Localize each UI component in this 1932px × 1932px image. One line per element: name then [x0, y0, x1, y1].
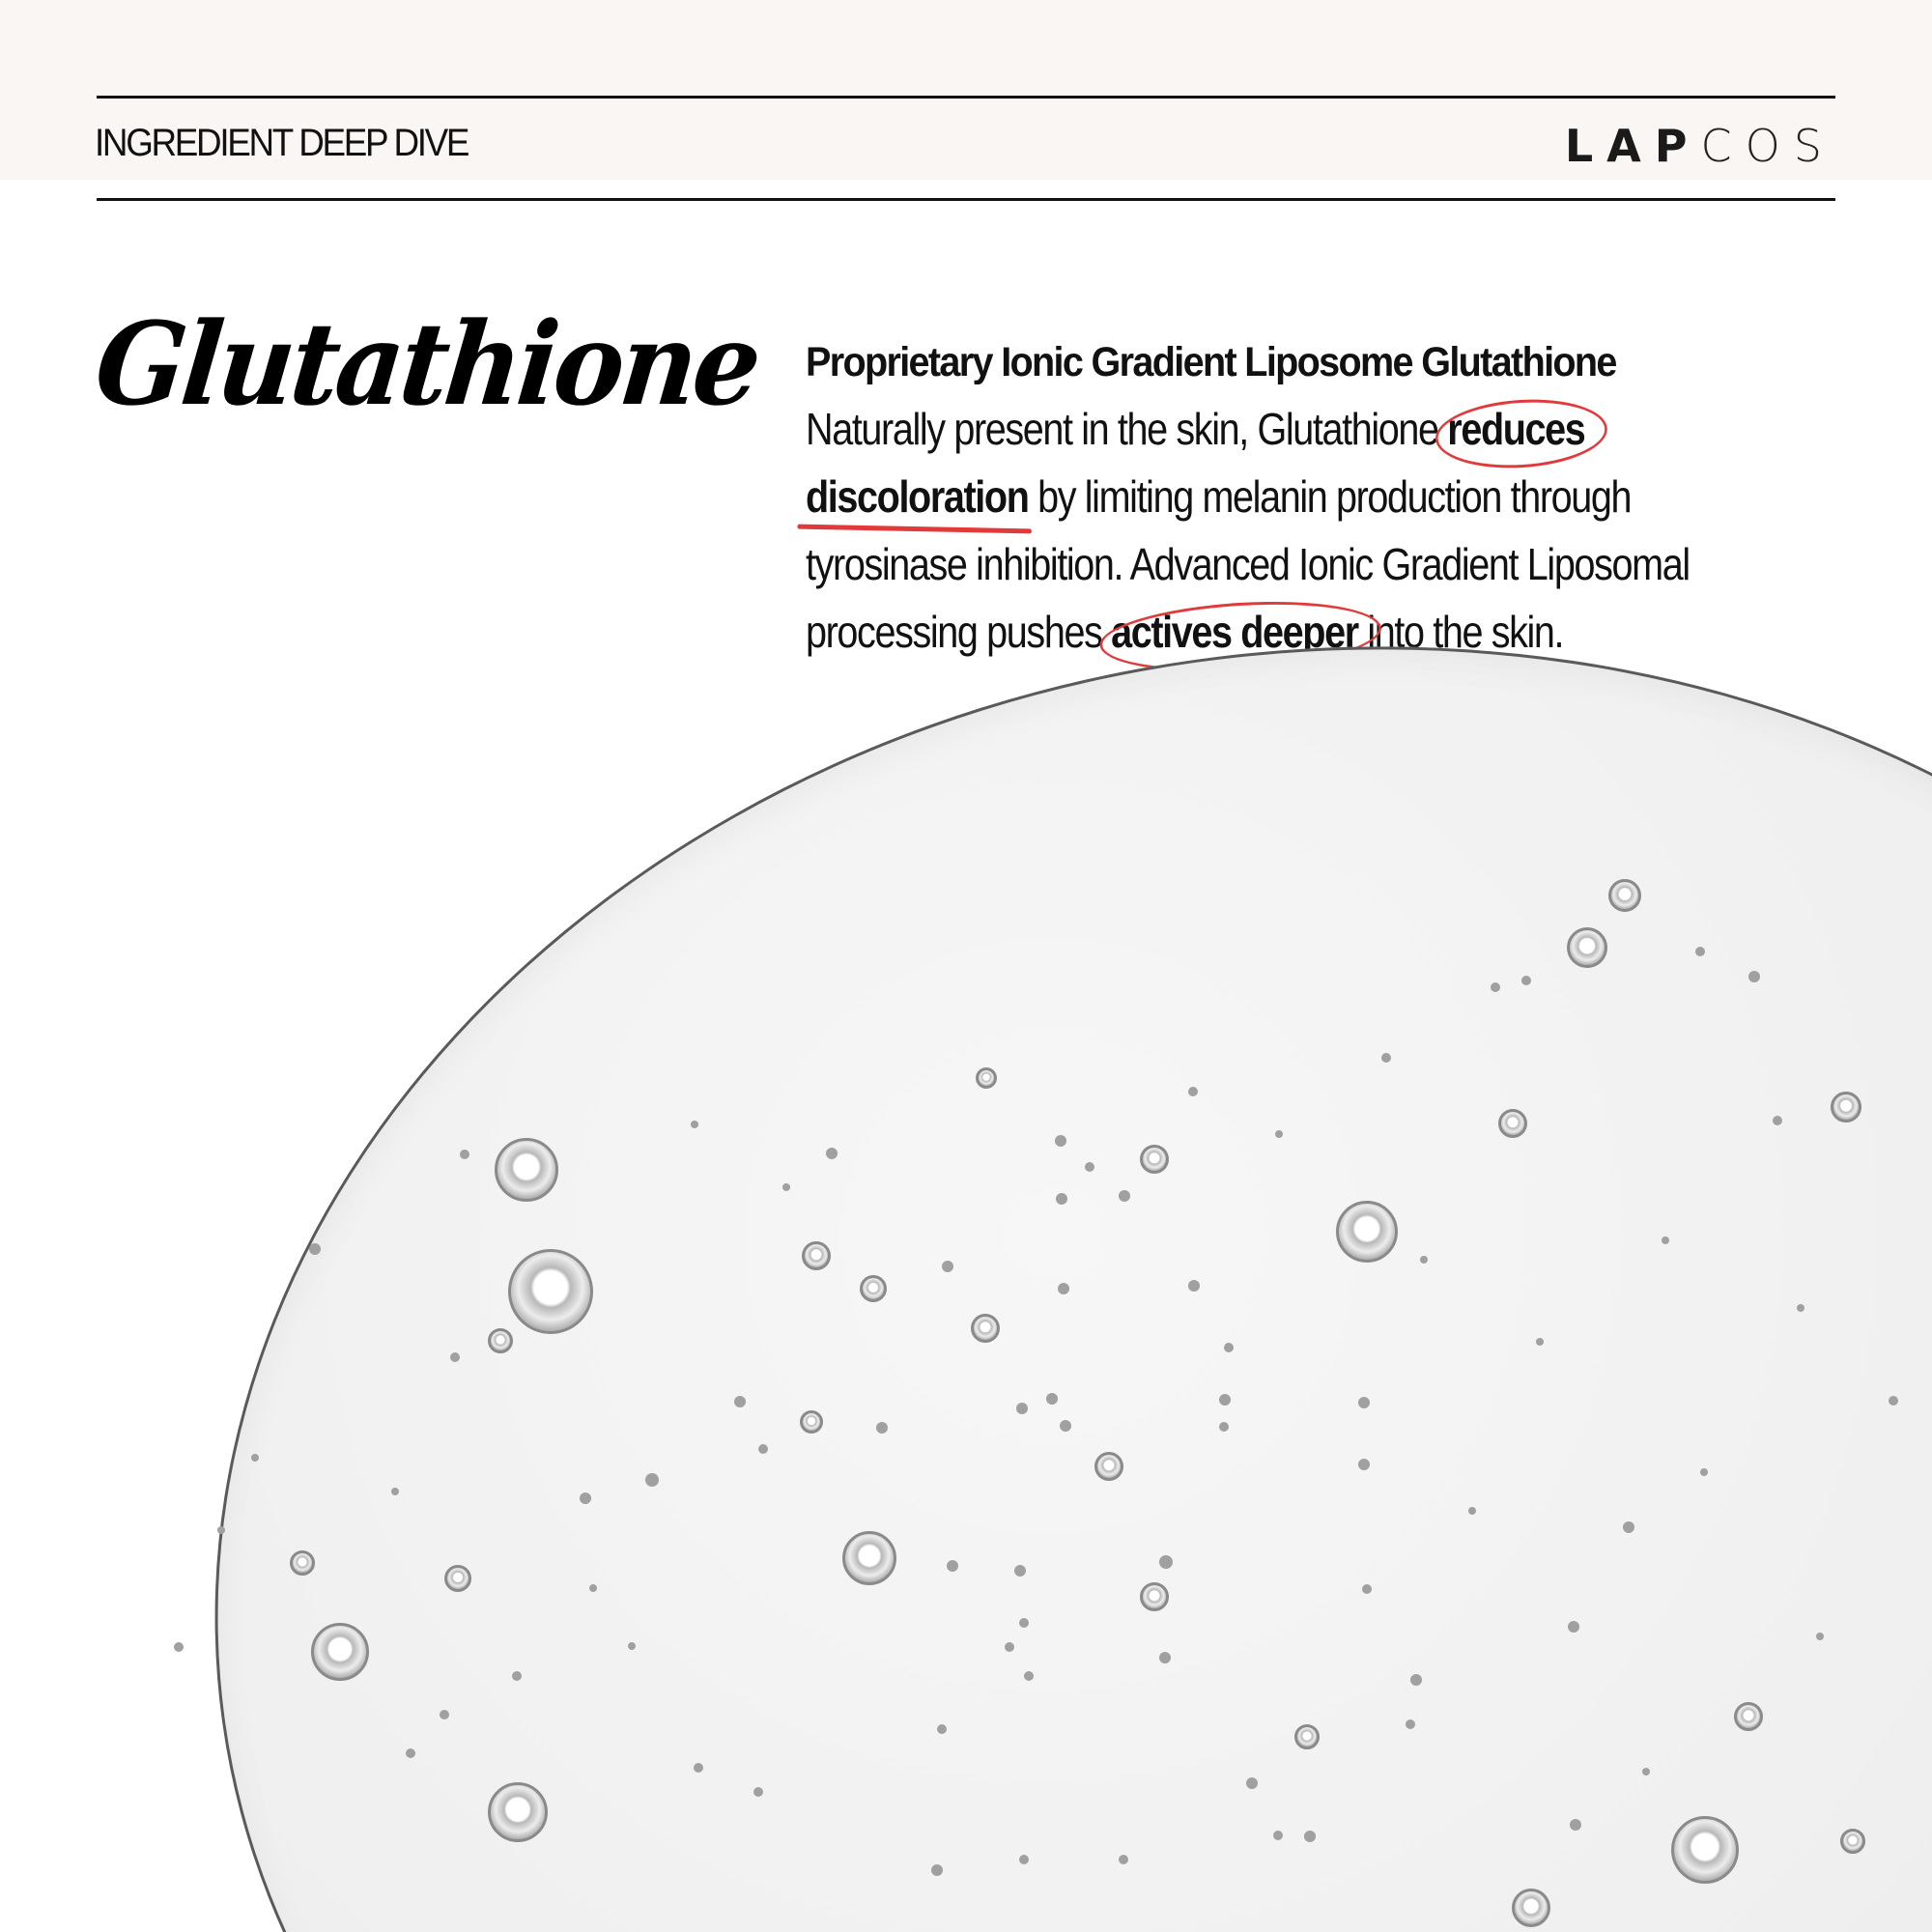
micro-bubble — [1358, 1459, 1370, 1470]
micro-bubble — [1246, 1777, 1258, 1789]
bubble — [1140, 1582, 1169, 1611]
micro-bubble — [1055, 1135, 1066, 1147]
micro-bubble — [1889, 1396, 1898, 1406]
micro-bubble — [1623, 1521, 1634, 1533]
micro-bubble — [1468, 1507, 1476, 1515]
bubble — [508, 1249, 593, 1334]
micro-bubble — [753, 1787, 763, 1797]
bubble — [488, 1782, 548, 1842]
circled-highlight-reduces: reduces — [1447, 404, 1585, 454]
micro-bubble — [1700, 1468, 1708, 1476]
micro-bubble — [589, 1584, 597, 1592]
micro-bubble — [580, 1492, 591, 1504]
micro-bubble — [1159, 1555, 1173, 1569]
bubble — [971, 1314, 1000, 1343]
bubble — [1567, 927, 1607, 968]
description-heading: Proprietary Ionic Gradient Liposome Glutathione — [806, 339, 1616, 385]
section-eyebrow: INGREDIENT DEEP DIVE — [95, 122, 469, 164]
micro-bubble — [1060, 1420, 1071, 1432]
micro-bubble — [1642, 1768, 1650, 1776]
bubble — [1840, 1829, 1865, 1854]
micro-bubble — [1491, 982, 1500, 992]
micro-bubble — [1536, 1338, 1544, 1346]
bubble — [860, 1275, 887, 1302]
micro-bubble — [1219, 1394, 1231, 1406]
micro-bubble — [391, 1488, 399, 1495]
micro-bubble — [1662, 1236, 1669, 1244]
micro-bubble — [1773, 1116, 1782, 1125]
bubble — [1498, 1109, 1527, 1138]
micro-bubble — [1016, 1403, 1028, 1414]
micro-bubble — [1019, 1618, 1029, 1628]
bubble — [488, 1328, 513, 1353]
bubble — [495, 1138, 558, 1202]
micro-bubble — [174, 1642, 184, 1652]
bubble — [444, 1565, 471, 1592]
micro-bubble — [1119, 1190, 1130, 1202]
micro-bubble — [1188, 1280, 1200, 1292]
micro-bubble — [1119, 1855, 1128, 1864]
bubble — [802, 1241, 831, 1270]
micro-bubble — [1019, 1855, 1029, 1864]
bubble — [1608, 879, 1641, 912]
micro-bubble — [1056, 1193, 1067, 1205]
circled-highlight-actives-deeper: actives deeper — [1111, 607, 1358, 657]
micro-bubble — [1695, 947, 1705, 956]
micro-bubble — [1014, 1565, 1026, 1577]
micro-bubble — [1219, 1422, 1229, 1432]
bubble — [311, 1623, 369, 1681]
bubble — [1294, 1724, 1320, 1749]
body-text: tyrosinase inhibition. Advanced Ionic Gradient Liposomal — [806, 539, 1690, 589]
micro-bubble — [512, 1671, 522, 1681]
body-text: into the skin. — [1357, 607, 1564, 657]
brand-logo-bold: LAP — [1564, 120, 1701, 172]
micro-bubble — [1816, 1633, 1824, 1640]
micro-bubble — [1797, 1304, 1804, 1312]
bubble — [1094, 1452, 1123, 1481]
bubble — [1512, 1889, 1550, 1927]
body-text: Naturally present in the skin, Glutathione — [806, 404, 1448, 454]
micro-bubble — [937, 1724, 947, 1734]
brand-logo-light: COS — [1700, 120, 1835, 172]
micro-bubble — [1570, 1819, 1581, 1831]
micro-bubble — [628, 1642, 636, 1650]
micro-bubble — [1568, 1621, 1579, 1633]
micro-bubble — [1224, 1343, 1234, 1352]
bubble — [1831, 1092, 1861, 1122]
micro-bubble — [1362, 1584, 1372, 1594]
bubble — [1671, 1816, 1739, 1884]
bubble — [290, 1550, 315, 1576]
bubble — [800, 1410, 823, 1434]
micro-bubble — [1420, 1256, 1428, 1264]
bubble — [842, 1531, 896, 1585]
micro-bubble — [1005, 1642, 1014, 1652]
body-text: by limiting melanin production through — [1028, 471, 1632, 522]
micro-bubble — [1406, 1719, 1415, 1729]
micro-bubble — [876, 1422, 888, 1434]
micro-bubble — [645, 1473, 659, 1487]
gel-swatch — [95, 505, 1932, 1932]
micro-bubble — [251, 1454, 259, 1462]
micro-bubble — [1304, 1831, 1316, 1842]
micro-bubble — [826, 1148, 838, 1159]
micro-bubble — [1358, 1397, 1370, 1408]
bubble — [1140, 1145, 1169, 1174]
bubble — [1336, 1201, 1398, 1263]
bubble — [1734, 1702, 1763, 1731]
micro-bubble — [1748, 971, 1760, 982]
body-text: processing pushes — [806, 607, 1112, 657]
bubble — [976, 1067, 997, 1089]
micro-bubble — [1273, 1831, 1283, 1840]
micro-bubble — [1159, 1652, 1171, 1663]
micro-bubble — [931, 1864, 943, 1876]
micro-bubble — [1188, 1087, 1198, 1096]
micro-bubble — [440, 1710, 449, 1719]
micro-bubble — [758, 1444, 768, 1454]
micro-bubble — [691, 1121, 698, 1128]
micro-bubble — [406, 1748, 415, 1758]
micro-bubble — [309, 1243, 321, 1255]
micro-bubble — [1024, 1671, 1034, 1681]
micro-bubble — [1275, 1130, 1283, 1138]
underlined-highlight-discoloration: discoloration — [806, 471, 1029, 522]
micro-bubble — [1521, 976, 1531, 985]
micro-bubble — [450, 1352, 460, 1362]
micro-bubble — [460, 1150, 469, 1159]
micro-bubble — [1046, 1393, 1058, 1405]
micro-bubble — [1058, 1283, 1069, 1294]
micro-bubble — [1085, 1162, 1094, 1172]
micro-bubble — [1381, 1053, 1391, 1063]
micro-bubble — [947, 1560, 958, 1572]
micro-bubble — [217, 1526, 225, 1534]
micro-bubble — [694, 1763, 703, 1773]
ingredient-title: Glutathione — [89, 297, 764, 431]
micro-bubble — [942, 1261, 953, 1272]
micro-bubble — [734, 1396, 746, 1407]
micro-bubble — [1410, 1674, 1422, 1686]
micro-bubble — [782, 1183, 790, 1191]
